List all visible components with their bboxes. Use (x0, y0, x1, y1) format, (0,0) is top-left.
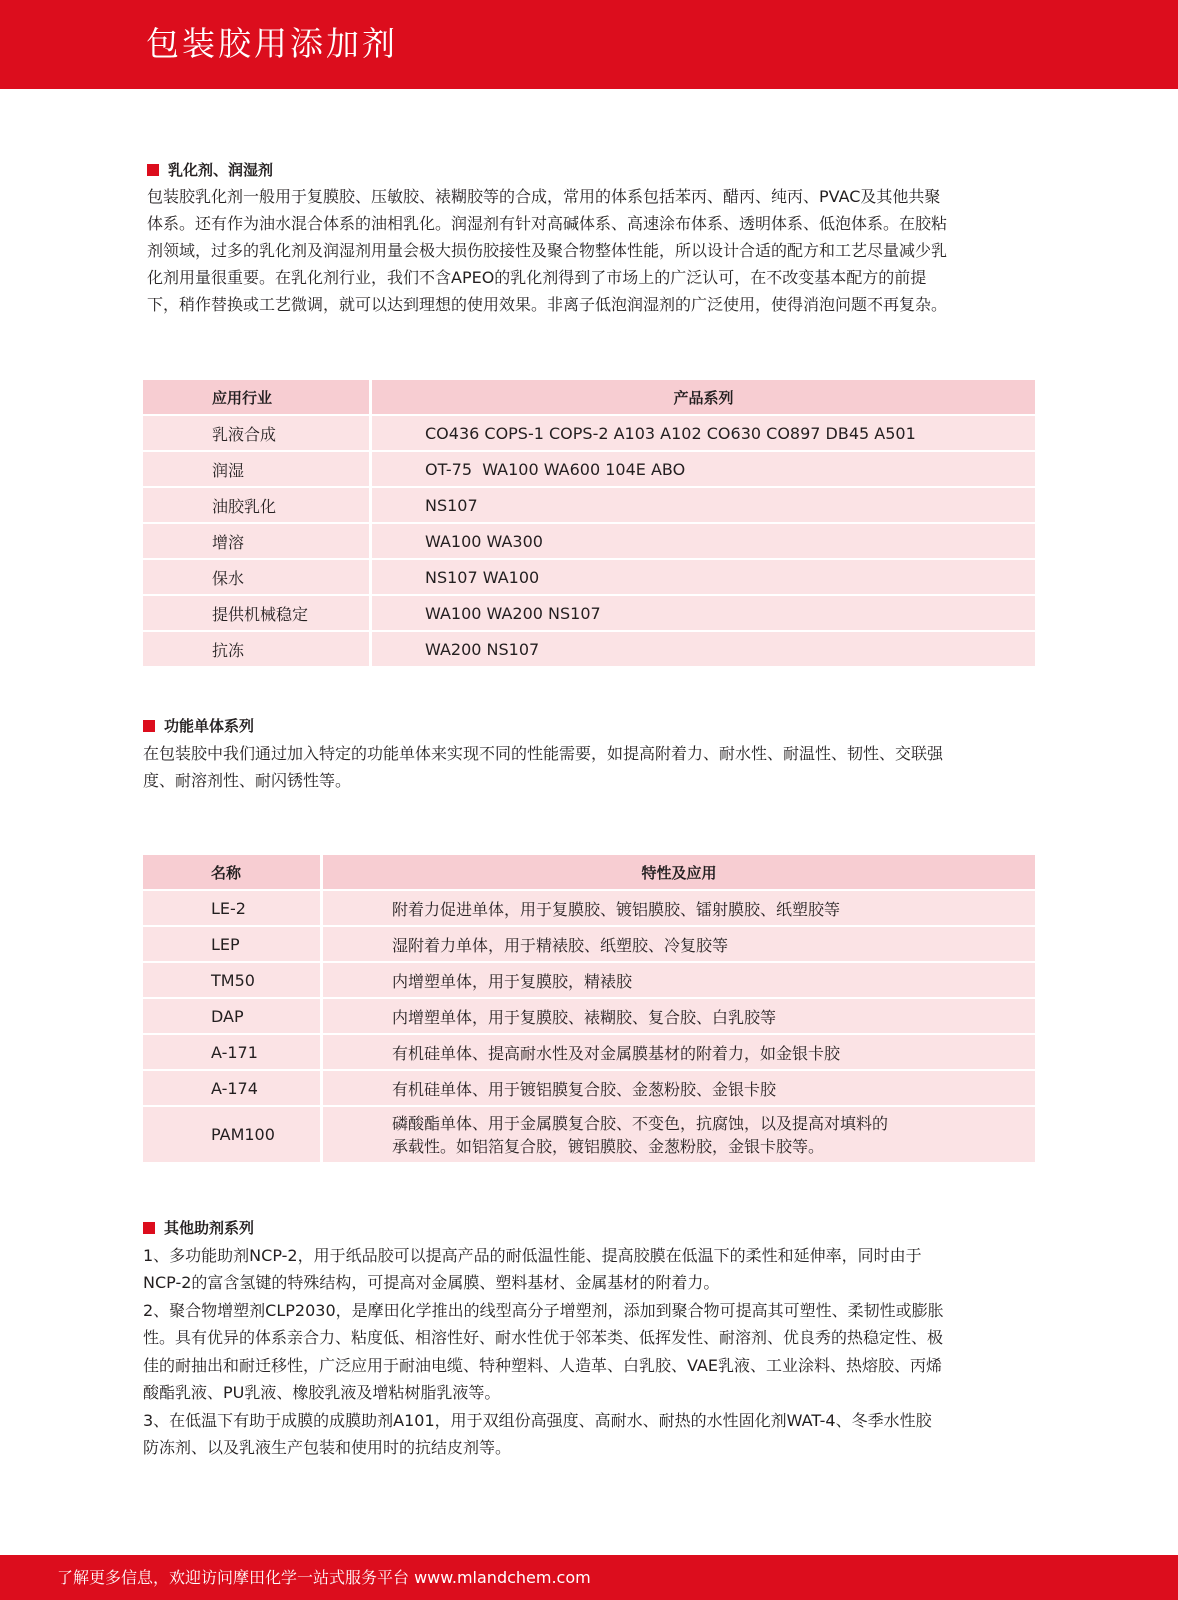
table-cell: 增溶 (143, 524, 369, 558)
paragraph-line: 化剂用量很重要。在乳化剂行业，我们不含APEO的乳化剂得到了市场上的广泛认可，在不改变基本配方的前提 (147, 268, 927, 287)
footer-text[interactable]: 了解更多信息，欢迎访问摩田化学一站式服务平台 www.mlandchem.com (57, 1568, 591, 1587)
paragraph-line: 佳的耐抽出和耐迁移性，广泛应用于耐油电缆、特种塑料、人造革、白乳胶、VAE乳液、工业涂料、热熔胶、丙烯 (143, 1356, 942, 1375)
table-cell: 内增塑单体，用于复膜胶，精裱胶 (323, 963, 1035, 997)
table-row (143, 891, 1035, 925)
table-row (143, 596, 1035, 630)
table-cell: 有机硅单体、提高耐水性及对金属膜基材的附着力，如金银卡胶 (323, 1035, 1035, 1069)
table-cell: NS107 WA100 (372, 560, 1035, 594)
table-cell: A-174 (143, 1071, 320, 1105)
table-cell: OT-75 WA100 WA600 104E ABO (372, 452, 1035, 486)
paragraph-line: 体系。还有作为油水混合体系的油相乳化。润湿剂有针对高碱体系、高速涂布体系、透明体系、低泡体系。在胶粘 (147, 214, 948, 233)
table-cell-line: 承载性。如铝箔复合胶，镀铝膜胶、金葱粉胶，金银卡胶等。 (392, 1136, 825, 1156)
paragraph-line: 剂领域，过多的乳化剂及润湿剂用量会极大损伤胶接性及聚合物整体性能，所以设计合适的配方和工艺尽量减少乳 (147, 241, 948, 260)
table-cell: 湿附着力单体，用于精裱胶、纸塑胶、冷复胶等 (323, 927, 1035, 961)
table-row (143, 1035, 1035, 1069)
table-cell: 乳液合成 (143, 416, 369, 450)
footer-bar (0, 1555, 1178, 1600)
paragraph-line: NCP-2的富含氢键的特殊结构，可提高对金属膜、塑料基材、金属基材的附着力。 (143, 1273, 720, 1292)
paragraph-line: 2、聚合物增塑剂CLP2030，是摩田化学推出的线型高分子增塑剂，添加到聚合物可提高其可塑性、柔韧性或膨胀 (143, 1301, 944, 1320)
table-cell: A-171 (143, 1035, 320, 1069)
header-bar (0, 0, 1178, 89)
table-cell-line: 磷酸酯单体、用于金属膜复合胶、不变色，抗腐蚀，以及提高对填料的 (392, 1113, 889, 1133)
paragraph-line: 酸酯乳液、PU乳液、橡胶乳液及增粘树脂乳液等。 (143, 1383, 501, 1402)
table-cell: WA100 WA200 NS107 (372, 596, 1035, 630)
table-cell: WA200 NS107 (372, 632, 1035, 666)
table-header-cell: 产品系列 (372, 380, 1035, 414)
table-header-row (143, 380, 1035, 414)
table-cell: LE-2 (143, 891, 320, 925)
table-cell: 内增塑单体，用于复膜胶、裱糊胶、复合胶、白乳胶等 (323, 999, 1035, 1033)
table-cell: WA100 WA300 (372, 524, 1035, 558)
table-cell (323, 1107, 1035, 1162)
paragraph-line: 在包装胶中我们通过加入特定的功能单体来实现不同的性能需要，如提高附着力、耐水性、耐温性、韧性、交联强 (143, 744, 944, 763)
table-row (143, 488, 1035, 522)
table-header-cell: 特性及应用 (323, 855, 1035, 889)
table-cell: 油胶乳化 (143, 488, 369, 522)
table-row (143, 999, 1035, 1033)
paragraph-line: 度、耐溶剂性、耐闪锈性等。 (143, 771, 352, 790)
section-heading-others (143, 1218, 254, 1238)
table-row (143, 963, 1035, 997)
table-header-cell: 名称 (143, 855, 320, 889)
paragraph-line: 包装胶乳化剂一般用于复膜胶、压敏胶、裱糊胶等的合成，常用的体系包括苯丙、醋丙、纯丙、PVAC及其他共聚 (147, 187, 941, 206)
section-heading-emulsifiers (147, 160, 273, 180)
square-bullet-icon (143, 1222, 155, 1234)
paragraph-line: 性。具有优异的体系亲合力、粘度低、相溶性好、耐水性优于邻苯类、低挥发性、耐溶剂、优良秀的热稳定性、极 (143, 1328, 944, 1347)
table-row (143, 1071, 1035, 1105)
table-row (143, 927, 1035, 961)
table-cell: LEP (143, 927, 320, 961)
section-title: 其他助剂系列 (164, 1219, 255, 1237)
paragraph-line: 1、多功能助剂NCP-2，用于纸品胶可以提高产品的耐低温性能、提高胶膜在低温下的柔性和延伸率，同时由于 (143, 1246, 922, 1265)
section-title: 功能单体系列 (164, 717, 255, 735)
table-header-cell: 应用行业 (143, 380, 369, 414)
table-cell: 保水 (143, 560, 369, 594)
table-cell: NS107 (372, 488, 1035, 522)
table-header-row (143, 855, 1035, 889)
paragraph-line: 防冻剂、以及乳液生产包装和使用时的抗结皮剂等。 (143, 1438, 512, 1457)
table-row (143, 416, 1035, 450)
section-title: 乳化剂、润湿剂 (168, 161, 274, 179)
table-cell: 润湿 (143, 452, 369, 486)
table-cell: PAM100 (143, 1107, 320, 1162)
table-cell: 有机硅单体、用于镀铝膜复合胶、金葱粉胶、金银卡胶 (323, 1071, 1035, 1105)
paragraph-line: 下，稍作替换或工艺微调，就可以达到理想的使用效果。非离子低泡润湿剂的广泛使用，使得消泡问题不再复杂。 (147, 295, 948, 314)
table-cell: 抗冻 (143, 632, 369, 666)
section-heading-monomers (143, 716, 254, 736)
table-cell: 附着力促进单体，用于复膜胶、镀铝膜胶、镭射膜胶、纸塑胶等 (323, 891, 1035, 925)
page-title: 包装胶用添加剂 (146, 24, 398, 63)
table-row (143, 560, 1035, 594)
table-row (143, 524, 1035, 558)
table-cell: TM50 (143, 963, 320, 997)
table-row (143, 1107, 1035, 1162)
table-cell: 提供机械稳定 (143, 596, 369, 630)
table-cell: DAP (143, 999, 320, 1033)
table-row (143, 632, 1035, 666)
table-row (143, 452, 1035, 486)
square-bullet-icon (147, 164, 159, 176)
paragraph-line: 3、在低温下有助于成膜的成膜助剂A101，用于双组份高强度、高耐水、耐热的水性固化剂WAT-4、冬季水性胶 (143, 1411, 932, 1430)
table-cell: CO436 COPS-1 COPS-2 A103 A102 CO630 CO897 DB45 A501 (372, 416, 1035, 450)
square-bullet-icon (143, 720, 155, 732)
